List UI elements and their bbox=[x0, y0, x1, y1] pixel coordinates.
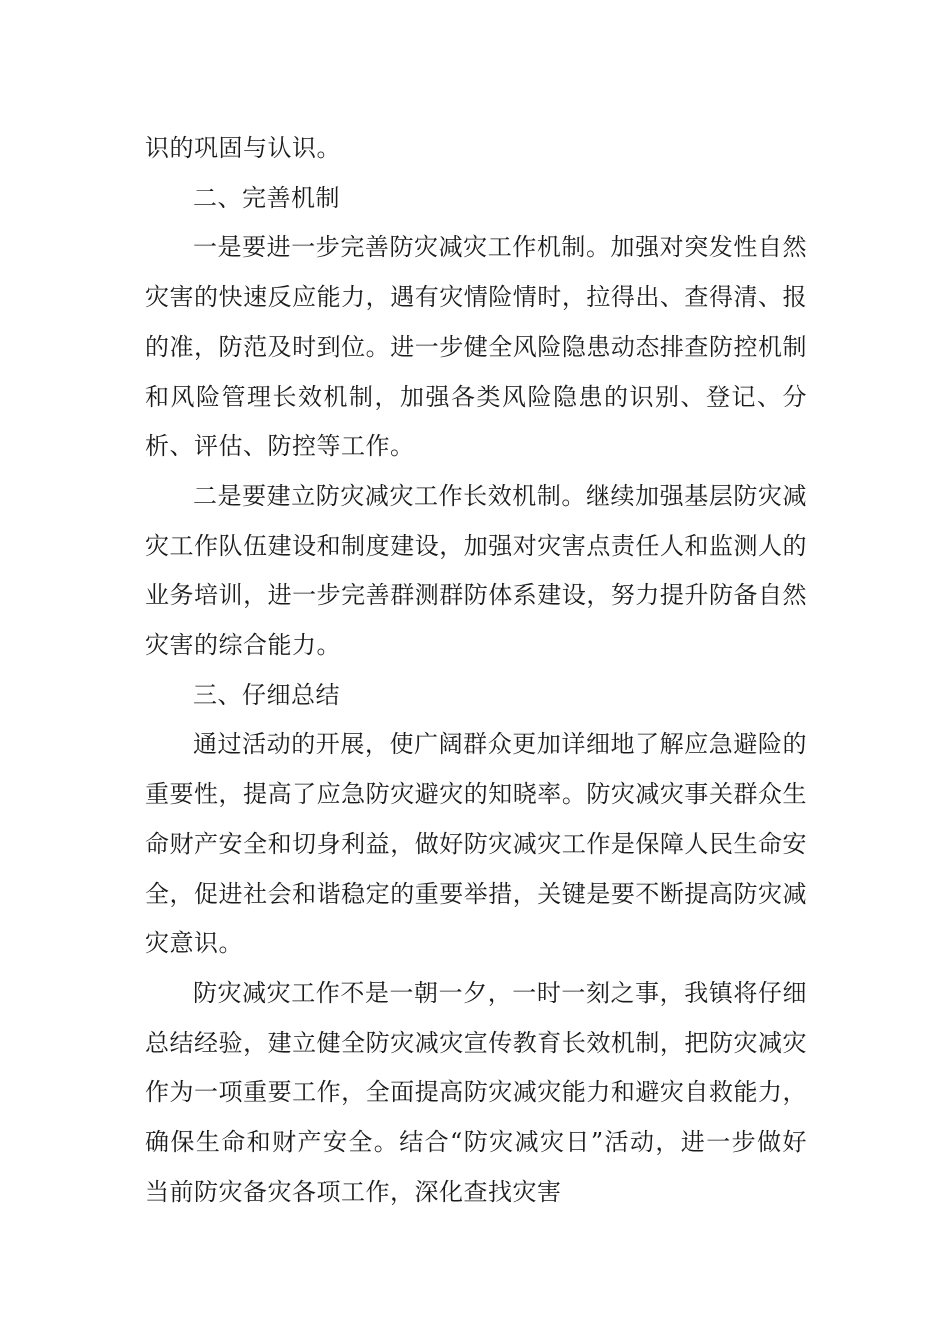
document-body bbox=[145, 124, 807, 1217]
paragraph-continuation: 识的巩固与认识。 bbox=[145, 134, 341, 162]
paragraph-summary-one: 通过活动的开展，使广阔群众更加详细地了解应急避险的重要性，提高了应急防灾避灾的知晓率。防灾减灾事关群众生命财产安全和切身利益，做好防灾减灾工作是保障人民生命安全，促进社会和谐稳定的重要举措，关键是要不断提高防灾减灾意识。 bbox=[145, 730, 807, 958]
paragraph-mechanism-two: 二是要建立防灾减灾工作长效机制。继续加强基层防灾减灾工作队伍建设和制度建设，加强对灾害点责任人和监测人的业务培训，进一步完善群测群防体系建设，努力提升防备自然灾害的综合能力。 bbox=[145, 481, 807, 660]
paragraph-summary-two: 防灾减灾工作不是一朝一夕，一时一刻之事，我镇将仔细总结经验，建立健全防灾减灾宣传教育长效机制，把防灾减灾作为一项重要工作，全面提高防灾减灾能力和避灾自救能力，确保生命和财产安全。结合“防灾减灾日”活动，进一步做好当前防灾备灾各项工作，深化查找灾害 bbox=[145, 978, 807, 1206]
section-heading-improve-mechanism: 二、完善机制 bbox=[193, 183, 340, 212]
paragraph-mechanism-one: 一是要进一步完善防灾减灾工作机制。加强对突发性自然灾害的快速反应能力，遇有灾情险情时，拉得出、查得清、报的准，防范及时到位。进一步健全风险隐患动态排查防控机制和风险管理长效机制，加强各类风险隐患的识别、登记、分析、评估、防控等工作。 bbox=[145, 233, 807, 461]
section-heading-summary: 三、仔细总结 bbox=[193, 680, 340, 709]
